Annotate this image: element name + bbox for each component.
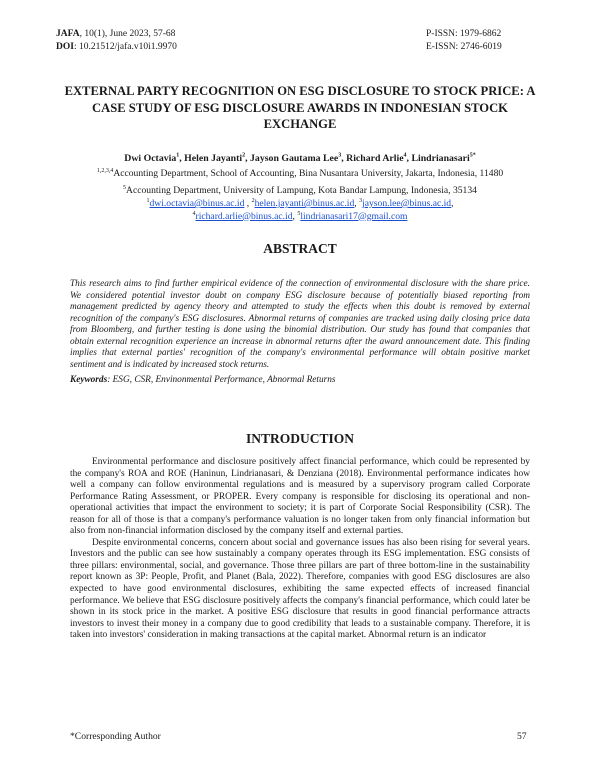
page-number: 57 — [517, 731, 527, 742]
paragraph: Environmental performance and disclosure positively affect financial performance, which could be represented by the company's ROA and ROE (Haninun, Lindrianasari, & Denziana (2018). Environmental performance indicates how well a company can follow environmental regulations and is measured by a supervisory program called Corporate Performance Rating Assessment, or PROPER. Every company is responsible for disclosing its operational and non-operational activities that impact the environment to society; it is part of Corporate Social Responsibility (CSR). The reason for all of those is that a company's performance valuation is no longer taken from only financial information but also from non-financial information disclosed by the company itself and external parties. — [70, 457, 530, 537]
author: Helen Jayanti$^2$ — [184, 152, 246, 164]
abstract-text: This research aims to find further empirical evidence of the connection of environmental disclosure with the share price. We considered potential investor doubt on company ESG disclosure because of potentially biased reporting from management predicted by agency theory and attempted to study the effects when this doubt is removed by external recognition of the company's ESG disclosures. Abnormal returns of companies are tracked using daily closing price data from Bloomberg, and further testing is done using the binomial distribution. Our study has found that companies that obtain external recognition experience an increase in abnormal returns after the award announcement date. This finding implies that external parties' recognition of the company's environmental performance will obtain positive market sentiment and is indicated by increased stock returns. — [70, 279, 530, 370]
keywords-label: Keywords — [70, 375, 108, 385]
doi-label: DOI — [56, 41, 74, 52]
journal-abbr: JAFA — [56, 29, 80, 39]
journal-issue: , 10(1), June 2023, 57-68 — [79, 29, 176, 39]
introduction-body — [70, 457, 530, 642]
email-link[interactable]: helen.jayanti@binus.ac.id — [254, 198, 355, 209]
author-list: Dwi Octavia$^1$, Helen Jayanti$^2$, Jayson Gautama Lee$^3$, Richard Arlie$^4$, Lindrianasari$^{5*}$ — [124, 152, 476, 164]
introduction-heading: INTRODUCTION — [245, 431, 354, 446]
abstract-heading: ABSTRACT — [263, 241, 337, 256]
keywords-text: : ESG, CSR, Envinonmental Performance, Abnormal Returns — [107, 375, 336, 385]
paragraph: Despite environmental concerns, concern about social and governance issues has also been rising for several years. Investors and the public can see how sustainably a company operates through its ESG implementation. ESG consists of three pillars: environmental, social, and governance. Those three pillars are part of three bottom-line in the sustainability report known as 3P: People, Profit, and Planet (Bala, 2022). Therefore, companies with good ESG disclosures are also expected to have good environmental disclosures, exhibiting the same expected effects of increased financial performance. We believe that ESG disclosure positively affects the company's financial performance, which could later be shown in its stock price in the market. A positive ESG disclosure that results in good financial performance attracts investors to invest their money in a company due to good credibility that leads to a sustainable company. Therefore, it is taken into investors' consideration in making transactions at the capital market. Abnormal return is an indicator — [70, 537, 530, 641]
email-link[interactable]: jayson.lee@binus.ac.id — [362, 198, 452, 209]
doi-value: : 10.21512/jafa.v10i1.9970 — [73, 41, 177, 52]
author: Lindrianasari$^{5*}$ — [411, 152, 476, 164]
email-link[interactable]: richard.arlie@binus.ac.id — [195, 210, 293, 222]
journal-header-left — [56, 28, 177, 53]
eissn: E-ISSN: 2746-6019 — [426, 41, 502, 52]
doi-line — [56, 41, 177, 54]
journal-header-right — [426, 28, 502, 53]
email-link[interactable]: dwi.octavia@binus.ac.id — [149, 198, 245, 209]
journal-citation — [56, 28, 177, 41]
corresponding-author-note: *Corresponding Author — [70, 731, 161, 742]
affiliation-2: $^5$Accounting Department, University of Lampung, Kota Bandar Lampung, Indonesia, 35134 — [123, 184, 477, 196]
paper-title: EXTERNAL PARTY RECOGNITION ON ESG DISCLOSURE TO STOCK PRICE: A CASE STUDY OF ESG DISCLOSURE AWARDS IN INDONESIAN STOCK EXCHANGE — [64, 84, 536, 131]
author: Dwi Octavia$^1$ — [124, 152, 180, 164]
pissn: P-ISSN: 1979-6862 — [426, 29, 502, 39]
keywords — [70, 375, 530, 385]
affiliation-1: $^{1,2,3,4}$Accounting Department, School of Accounting, Bina Nusantara University, Jakarta, Indonesia, 11480 — [96, 167, 504, 179]
author-emails: $^1$dwi.octavia@binus.ac.id , $^2$helen.jayanti@binus.ac.id, $^3$jayson.lee@binus.ac.id, $^4$richard.arlie@binus.ac.id, $^5$lindrianasari17@gmail.com — [146, 197, 454, 222]
author: Jayson Gautama Lee$^3$ — [250, 152, 342, 164]
author: Richard Arlie$^4$ — [346, 152, 407, 164]
email-link[interactable]: lindrianasari17@gmail.com — [300, 210, 408, 222]
